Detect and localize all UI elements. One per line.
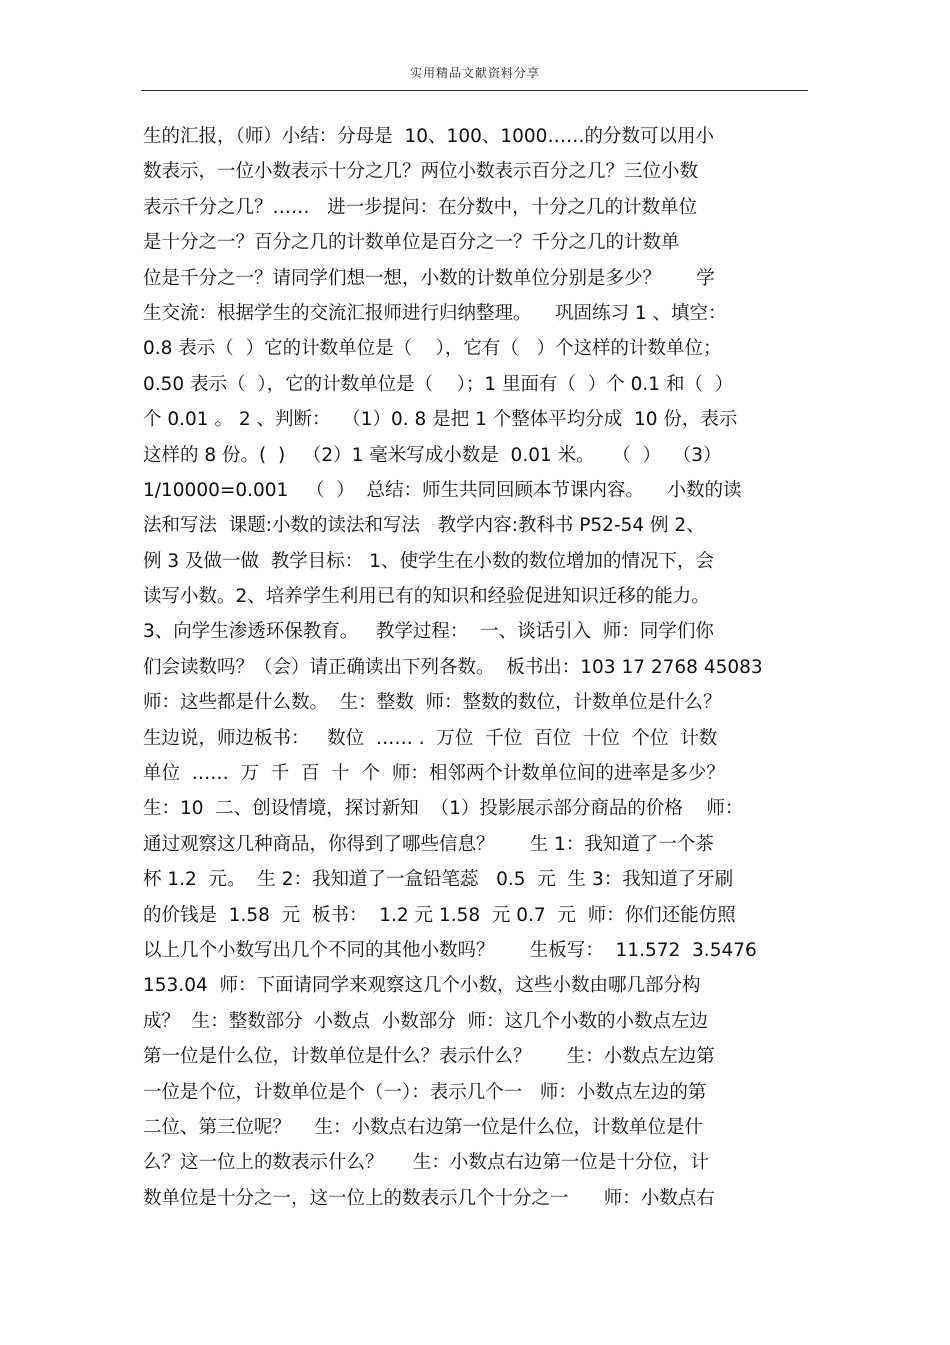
text-line: 生边说，师边板书： 数位 …… . 万位 千位 百位 十位 个位 计数 [143, 727, 718, 749]
text-line: 0.8 表示（ ）它的计数单位是（ ），它有（ ）个这样的计数单位； [143, 338, 722, 360]
text-line: 通过观察这几种商品，你得到了哪些信息？ 生 1：我知道了一个茶 [143, 833, 714, 855]
document-body [143, 119, 815, 1216]
text-line: 153.04 师：下面请同学来观察这几个小数，这些小数由哪几部分构 [143, 975, 701, 997]
text-line: 师：这些都是什么数。 生：整数 师：整数的数位，计数单位是什么？ [143, 692, 722, 714]
text-line: 1/10000=0.001 （ ） 总结：师生共同回顾本节课内容。 小数的读 [143, 479, 742, 501]
text-line: 数单位是十分之一，这一位上的数表示几个十分之一 师：小数点右 [143, 1187, 715, 1209]
text-line: 表示千分之几？…… 进一步提问：在分数中，十分之几的计数单位 [143, 196, 698, 218]
text-line: 生的汇报，（师）小结：分母是 10、100、1000……的分数可以用小 [143, 126, 714, 147]
text-line: 二位、第三位呢？ 生：小数点右边第一位是什么位，计数单位是什 [143, 1116, 704, 1138]
text-line: 是十分之一？百分之几的计数单位是百分之一？千分之几的计数单 [143, 232, 680, 254]
text-line: 成？ 生：整数部分 小数点 小数部分 师：这几个小数的小数点左边 [143, 1010, 709, 1032]
text-line: 法和写法 课题:小数的读法和写法 教学内容:教科书 P52-54 例 2、 [143, 515, 705, 537]
text-line: 生：10 二、创设情境，探讨新知 （1）投影展示部分商品的价格 师： [143, 798, 744, 820]
text-line: 0.50 表示（ ），它的计数单位是（ ）；1 里面有（ ）个 0.1 和（ ） [143, 373, 734, 395]
text-line: 生交流：根据学生的交流汇报师进行归纳整理。 巩固练习 1 、填空： [143, 302, 727, 324]
text-line: 数表示，一位小数表示十分之几？两位小数表示百分之几？三位小数 [143, 161, 699, 183]
text-line: 读写小数。2、培养学生利用已有的知识和经验促进知识迁移的能力。 [143, 586, 710, 608]
text-line: 么？这一位上的数表示什么？ 生：小数点右边第一位是十分位，计 [143, 1152, 709, 1174]
text-line: 一位是个位，计数单位是个（一）：表示几个一 师：小数点左边的第 [143, 1081, 707, 1103]
text-line: 例 3 及做一做 教学目标： 1、使学生在小数的数位增加的情况下，会 [143, 550, 714, 572]
text-line: 这样的 8 份。( ) （2）1 毫米写成小数是 0.01 米。 （ ） （3） [143, 444, 722, 466]
text-line: 个 0.01 。 2 、判断： （1）0. 8 是把 1 个整体平均分成 10 份，表示 [143, 409, 738, 431]
text-line: 们会读数吗？（会）请正确读出下列各数。 板书出：103 17 2768 45083 [143, 656, 763, 678]
text-line: 单位 …… 万 千 百 十 个 师：相邻两个计数单位间的进率是多少？ [143, 763, 725, 785]
text-line: 3、向学生渗透环保教育。 教学过程： 一、谈话引入 师：同学们你 [143, 621, 714, 643]
text-line: 位是千分之一？请同学们想一想，小数的计数单位分别是多少？ 学 [143, 267, 715, 289]
header-divider [141, 90, 808, 91]
text-line: 以上几个小数写出几个不同的其他小数吗？ 生板写： 11.572 3.5476 [143, 939, 757, 961]
text-line: 第一位是什么位，计数单位是什么？表示什么？ 生：小数点左边第 [143, 1046, 715, 1068]
page-header: 实用精品文献资料分享 [409, 66, 540, 80]
text-line: 的价钱是 1.58 元 板书： 1.2 元 1.58 元 0.7 元 师：你们还能仿照 [143, 904, 736, 926]
text-line: 杯 1.2 元。 生 2：我知道了一盒铅笔蕊 0.5 元 生 3：我知道了牙刷 [143, 869, 734, 891]
